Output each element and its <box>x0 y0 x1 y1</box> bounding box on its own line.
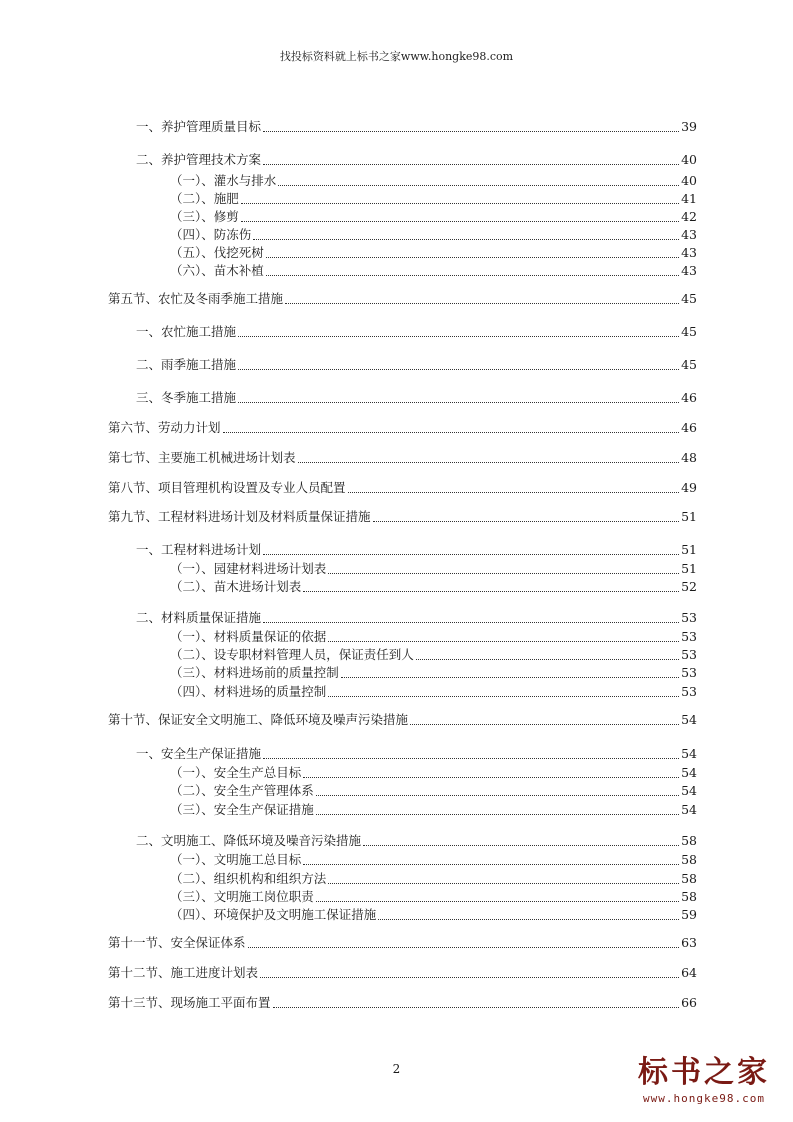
toc-entry-label: （一）、文明施工总目标 <box>170 852 302 867</box>
toc-leader-dots <box>263 745 679 759</box>
toc-leader-dots <box>328 870 679 884</box>
toc-entry-label: 第七节、主要施工机械进场计划表 <box>108 450 296 465</box>
toc-entry-page: 46 <box>681 420 697 435</box>
toc-entry-label: （三）、修剪 <box>170 209 239 224</box>
toc-leader-dots <box>303 851 679 865</box>
toc-entry-label: 第八节、项目管理机构设置及专业人员配置 <box>108 480 346 495</box>
toc-leader-dots <box>266 262 679 276</box>
toc-leader-dots <box>253 226 679 240</box>
toc-entry-page: 43 <box>681 245 697 260</box>
toc-entry[interactable] <box>108 508 697 526</box>
toc-entry[interactable] <box>170 226 697 244</box>
toc-entry-label: （二）、苗木进场计划表 <box>170 579 302 594</box>
toc-leader-dots <box>328 628 679 642</box>
toc-entry[interactable] <box>170 628 697 646</box>
toc-leader-dots <box>241 190 679 204</box>
toc-entry[interactable] <box>136 118 697 136</box>
toc-entry-page: 51 <box>681 509 697 524</box>
toc-entry[interactable] <box>170 906 697 924</box>
toc-entry-page: 58 <box>681 889 697 904</box>
toc-entry-label: （六）、苗木补植 <box>170 263 264 278</box>
toc-entry[interactable] <box>108 994 697 1012</box>
brand-logo <box>629 1054 779 1114</box>
toc-entry-page: 58 <box>681 871 697 886</box>
toc-entry-page: 43 <box>681 227 697 242</box>
toc-entry-page: 46 <box>681 390 697 405</box>
toc-entry-label: （二）、设专职材料管理人员，保证责任到人 <box>170 647 414 662</box>
toc-entry-page: 45 <box>681 324 697 339</box>
toc-entry[interactable] <box>170 560 697 578</box>
toc-entry[interactable] <box>136 323 697 341</box>
toc-entry-label: 第五节、农忙及冬雨季施工措施 <box>108 291 284 306</box>
toc-leader-dots <box>303 578 679 592</box>
toc-entry[interactable] <box>108 964 697 982</box>
toc-entry-page: 64 <box>681 965 697 980</box>
toc-entry[interactable] <box>136 356 697 374</box>
page-header: 找投标资料就上标书之家www.hongke98.com <box>279 50 514 63</box>
toc-entry-label: 二、养护管理技术方案 <box>136 152 262 167</box>
toc-entry[interactable] <box>136 832 697 850</box>
toc-entry-label: 第十节、保证安全文明施工、降低环境及噪声污染措施 <box>108 712 409 727</box>
toc-entry-page: 48 <box>681 450 697 465</box>
toc-entry-page: 63 <box>681 935 697 950</box>
toc-entry-label: 第六节、劳动力计划 <box>108 420 221 435</box>
toc-entry-label: 第十二节、施工进度计划表 <box>108 965 259 980</box>
toc-entry-label: 三、冬季施工措施 <box>136 390 237 405</box>
toc-entry[interactable] <box>170 801 697 819</box>
toc-leader-dots <box>263 541 679 555</box>
toc-entry-label: （五）、伐挖死树 <box>170 245 264 260</box>
toc-entry[interactable] <box>170 646 697 664</box>
toc-entry-page: 58 <box>681 833 697 848</box>
toc-entry[interactable] <box>108 934 697 952</box>
toc-leader-dots <box>378 906 679 920</box>
toc-entry-page: 49 <box>681 480 697 495</box>
toc-leader-dots <box>223 419 680 433</box>
toc-entry[interactable] <box>170 190 697 208</box>
toc-entry-label: （二）、安全生产管理体系 <box>170 783 314 798</box>
toc-entry-page: 54 <box>681 746 697 761</box>
toc-entry[interactable] <box>136 389 697 407</box>
toc-entry[interactable] <box>136 745 697 763</box>
toc-entry[interactable] <box>136 541 697 559</box>
toc-entry[interactable] <box>108 711 697 729</box>
toc-entry-label: 第九节、工程材料进场计划及材料质量保证措施 <box>108 509 371 524</box>
toc-leader-dots <box>303 764 679 778</box>
toc-entry[interactable] <box>170 683 697 701</box>
toc-entry-page: 53 <box>681 610 697 625</box>
toc-entry-page: 45 <box>681 291 697 306</box>
toc-entry-label: 二、文明施工、降低环境及噪音污染措施 <box>136 833 362 848</box>
toc-entry-label: （一）、灌水与排水 <box>170 173 277 188</box>
toc-entry-page: 54 <box>681 765 697 780</box>
toc-entry[interactable] <box>108 290 697 308</box>
toc-leader-dots <box>273 994 680 1008</box>
toc-leader-dots <box>410 711 679 725</box>
toc-leader-dots <box>341 664 679 678</box>
toc-entry-label: 第十一节、安全保证体系 <box>108 935 246 950</box>
toc-entry[interactable] <box>170 888 697 906</box>
toc-entry-page: 58 <box>681 852 697 867</box>
logo-url: www.hongke98.com <box>643 1092 765 1105</box>
toc-entry-label: （一）、材料质量保证的依据 <box>170 629 327 644</box>
toc-entry-page: 54 <box>681 783 697 798</box>
toc-leader-dots <box>298 449 680 463</box>
toc-entry[interactable] <box>108 479 697 497</box>
toc-entry-page: 39 <box>681 119 697 134</box>
toc-entry-label: （一）、园建材料进场计划表 <box>170 561 327 576</box>
toc-leader-dots <box>373 508 680 522</box>
toc-leader-dots <box>263 609 679 623</box>
toc-entry-label: （四）、材料进场的质量控制 <box>170 684 327 699</box>
toc-entry[interactable] <box>108 419 697 437</box>
toc-entry[interactable] <box>170 764 697 782</box>
toc-entry-label: （三）、材料进场前的质量控制 <box>170 665 339 680</box>
toc-entry[interactable] <box>136 151 697 169</box>
logo-text: 标书之家 <box>638 1055 770 1090</box>
toc-leader-dots <box>263 151 679 165</box>
toc-entry[interactable] <box>170 782 697 800</box>
toc-leader-dots <box>260 964 679 978</box>
toc-leader-dots <box>328 683 679 697</box>
toc-entry-page: 45 <box>681 357 697 372</box>
toc-leader-dots <box>241 208 679 222</box>
toc-entry-page: 41 <box>681 191 697 206</box>
page-number: 2 <box>392 1062 401 1076</box>
toc-entry-label: （一）、安全生产总目标 <box>170 765 302 780</box>
toc-entry-label: 一、养护管理质量目标 <box>136 119 262 134</box>
toc-leader-dots <box>328 560 679 574</box>
toc-entry-label: 一、农忙施工措施 <box>136 324 237 339</box>
toc-leader-dots <box>316 782 679 796</box>
toc-entry-page: 51 <box>681 561 697 576</box>
toc-entry-page: 53 <box>681 647 697 662</box>
toc-entry-label: 二、雨季施工措施 <box>136 357 237 372</box>
toc-leader-dots <box>266 244 679 258</box>
toc-entry-page: 54 <box>681 802 697 817</box>
toc-entry[interactable] <box>170 578 697 596</box>
toc-leader-dots <box>238 356 679 370</box>
toc-leader-dots <box>238 389 679 403</box>
toc-entry-label: （二）、组织机构和组织方法 <box>170 871 327 886</box>
toc-entry-page: 43 <box>681 263 697 278</box>
toc-entry[interactable] <box>170 244 697 262</box>
toc-leader-dots <box>363 832 679 846</box>
toc-entry-page: 53 <box>681 629 697 644</box>
toc-entry-label: 二、材料质量保证措施 <box>136 610 262 625</box>
toc-entry[interactable] <box>170 870 697 888</box>
toc-entry-label: （四）、环境保护及文明施工保证措施 <box>170 907 377 922</box>
toc-entry[interactable] <box>136 609 697 627</box>
toc-leader-dots <box>263 118 679 132</box>
toc-leader-dots <box>248 934 680 948</box>
toc-entry-page: 53 <box>681 665 697 680</box>
toc-entry-page: 51 <box>681 542 697 557</box>
toc-entry-label: （四）、防冻伤 <box>170 227 252 242</box>
toc-leader-dots <box>278 172 679 186</box>
toc-entry-page: 40 <box>681 152 697 167</box>
toc-entry-page: 53 <box>681 684 697 699</box>
toc-entry-label: （三）、文明施工岗位职责 <box>170 889 314 904</box>
toc-leader-dots <box>238 323 679 337</box>
toc-entry-page: 42 <box>681 209 697 224</box>
toc-entry-page: 59 <box>681 907 697 922</box>
toc-entry-label: 一、工程材料进场计划 <box>136 542 262 557</box>
toc-entry[interactable] <box>170 262 697 280</box>
toc-entry[interactable] <box>170 851 697 869</box>
toc-entry-page: 66 <box>681 995 697 1010</box>
toc-leader-dots <box>285 290 679 304</box>
toc-entry-label: （三）、安全生产保证措施 <box>170 802 314 817</box>
toc-entry-page: 40 <box>681 173 697 188</box>
toc-entry-page: 52 <box>681 579 697 594</box>
toc-entry-label: （二）、施肥 <box>170 191 239 206</box>
toc-leader-dots <box>316 801 679 815</box>
toc-leader-dots <box>316 888 679 902</box>
toc-entry-label: 第十三节、现场施工平面布置 <box>108 995 271 1010</box>
toc-leader-dots <box>416 646 679 660</box>
toc-entry[interactable] <box>170 172 697 190</box>
toc-entry[interactable] <box>108 449 697 467</box>
toc-entry[interactable] <box>170 664 697 682</box>
toc-entry-label: 一、安全生产保证措施 <box>136 746 262 761</box>
toc-entry-page: 54 <box>681 712 697 727</box>
toc-entry[interactable] <box>170 208 697 226</box>
toc-leader-dots <box>348 479 680 493</box>
